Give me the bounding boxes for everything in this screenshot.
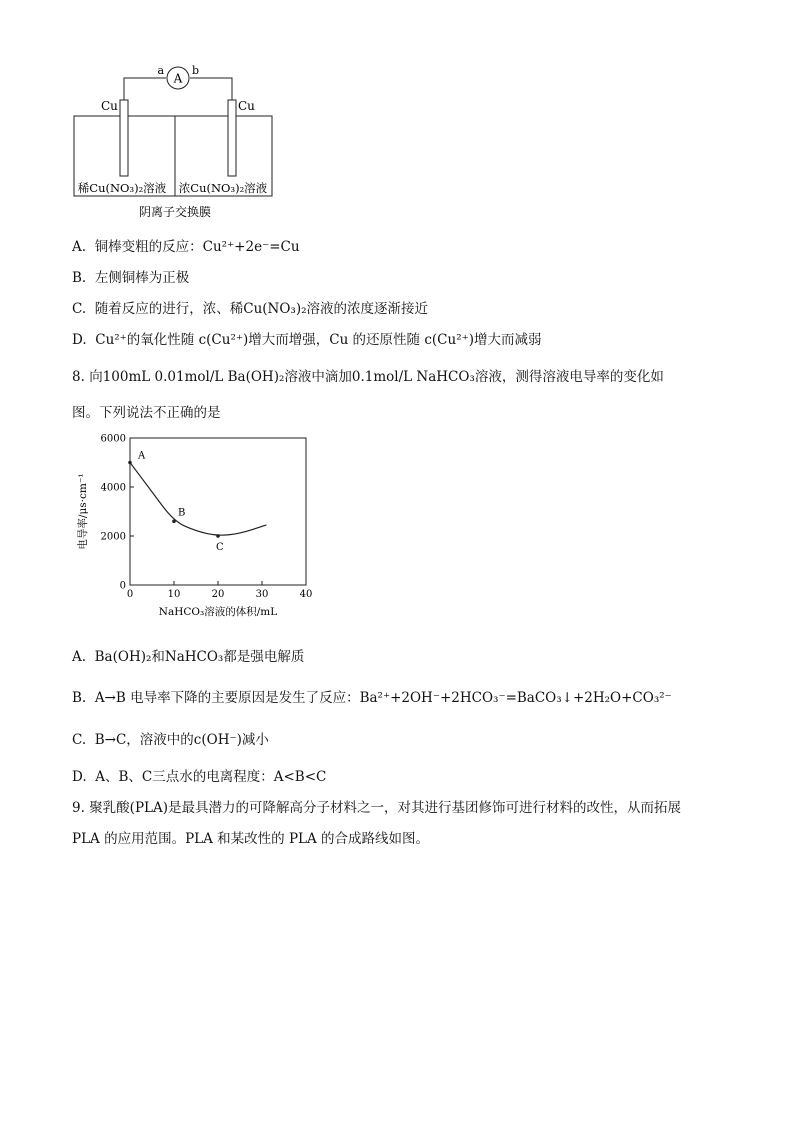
left-copper-electrode [120,100,128,176]
q7-option-c: C. 随着反应的进行，浓、稀Cu(NO₃)₂溶液的浓度逐渐接近 [72,301,428,317]
point-label-a: A [138,450,146,462]
conductivity-curve [130,463,266,536]
x-tick-label: 0 [126,589,134,600]
point-a [128,461,132,465]
q8-option-b: B. A→B 电导率下降的主要原因是发生了反应：Ba²⁺+2OH⁻+2HCO₃⁻=BaCO₃↓+2H₂O+CO₃²⁻ [72,690,672,706]
terminal-b-label: b [192,64,200,77]
q8-stem-line2: 图。下列说法不正确的是 [72,405,221,421]
point-c [216,534,220,538]
right-copper-electrode [228,100,236,176]
membrane-label: 阴离子交换膜 [138,205,212,219]
x-tick-label: 20 [211,589,225,600]
x-axis-label: NaHCO₃溶液的体积/mL [158,606,278,618]
point-label-b: B [178,507,186,519]
q8-stem-line1: 8. 向100mL 0.01mol/L Ba(OH)₂溶液中滴加0.1mol/L NaHCO₃溶液，测得溶液电导率的变化如 [72,369,664,385]
point-b [172,520,176,524]
concentration-cell-diagram [68,62,278,222]
q9-line2: PLA 的应用范围。PLA 和某改性的 PLA 的合成路线如图。 [72,831,430,847]
q8-option-d: D. A、B、C三点水的电离程度：A<B<C [72,769,327,785]
plot-frame [130,438,306,585]
x-tick-label: 30 [255,589,269,600]
x-tick-label: 10 [167,589,181,600]
ammeter-label: A [173,71,183,86]
left-electrode-label: Cu [101,99,118,113]
terminal-a-label: a [157,64,164,77]
q7-option-a: A. 铜棒变粗的反应：Cu²⁺+2e⁻=Cu [72,239,300,255]
q9-line1: 9. 聚乳酸(PLA)是最具潜力的可降解高分子材料之一，对其进行基团修饰可进行材料的改性，从而拓展 [72,800,682,816]
y-tick-label: 4000 [100,482,126,494]
q8-option-a: A. Ba(OH)₂和NaHCO₃都是强电解质 [72,649,305,665]
y-tick-label: 2000 [100,531,126,543]
right-electrode-label: Cu [238,99,255,113]
left-solution-label: 稀Cu(NO₃)₂溶液 [77,181,167,195]
conductivity-chart [72,428,332,624]
x-tick-label: 40 [299,589,313,600]
y-axis-label: 电导率/μs·cm⁻¹ [77,473,89,550]
q7-option-d: D. Cu²⁺的氧化性随 c(Cu²⁺)增大而增强，Cu 的还原性随 c(Cu²⁺)增大而减弱 [72,332,542,348]
y-tick-label: 6000 [100,433,126,445]
right-solution-label: 浓Cu(NO₃)₂溶液 [178,181,268,195]
y-tick-label: 0 [119,580,126,592]
point-label-c: C [216,542,224,553]
q7-option-b: B. 左侧铜棒为正极 [72,270,190,286]
q8-option-c: C. B→C，溶液中的c(OH⁻)减小 [72,732,269,748]
